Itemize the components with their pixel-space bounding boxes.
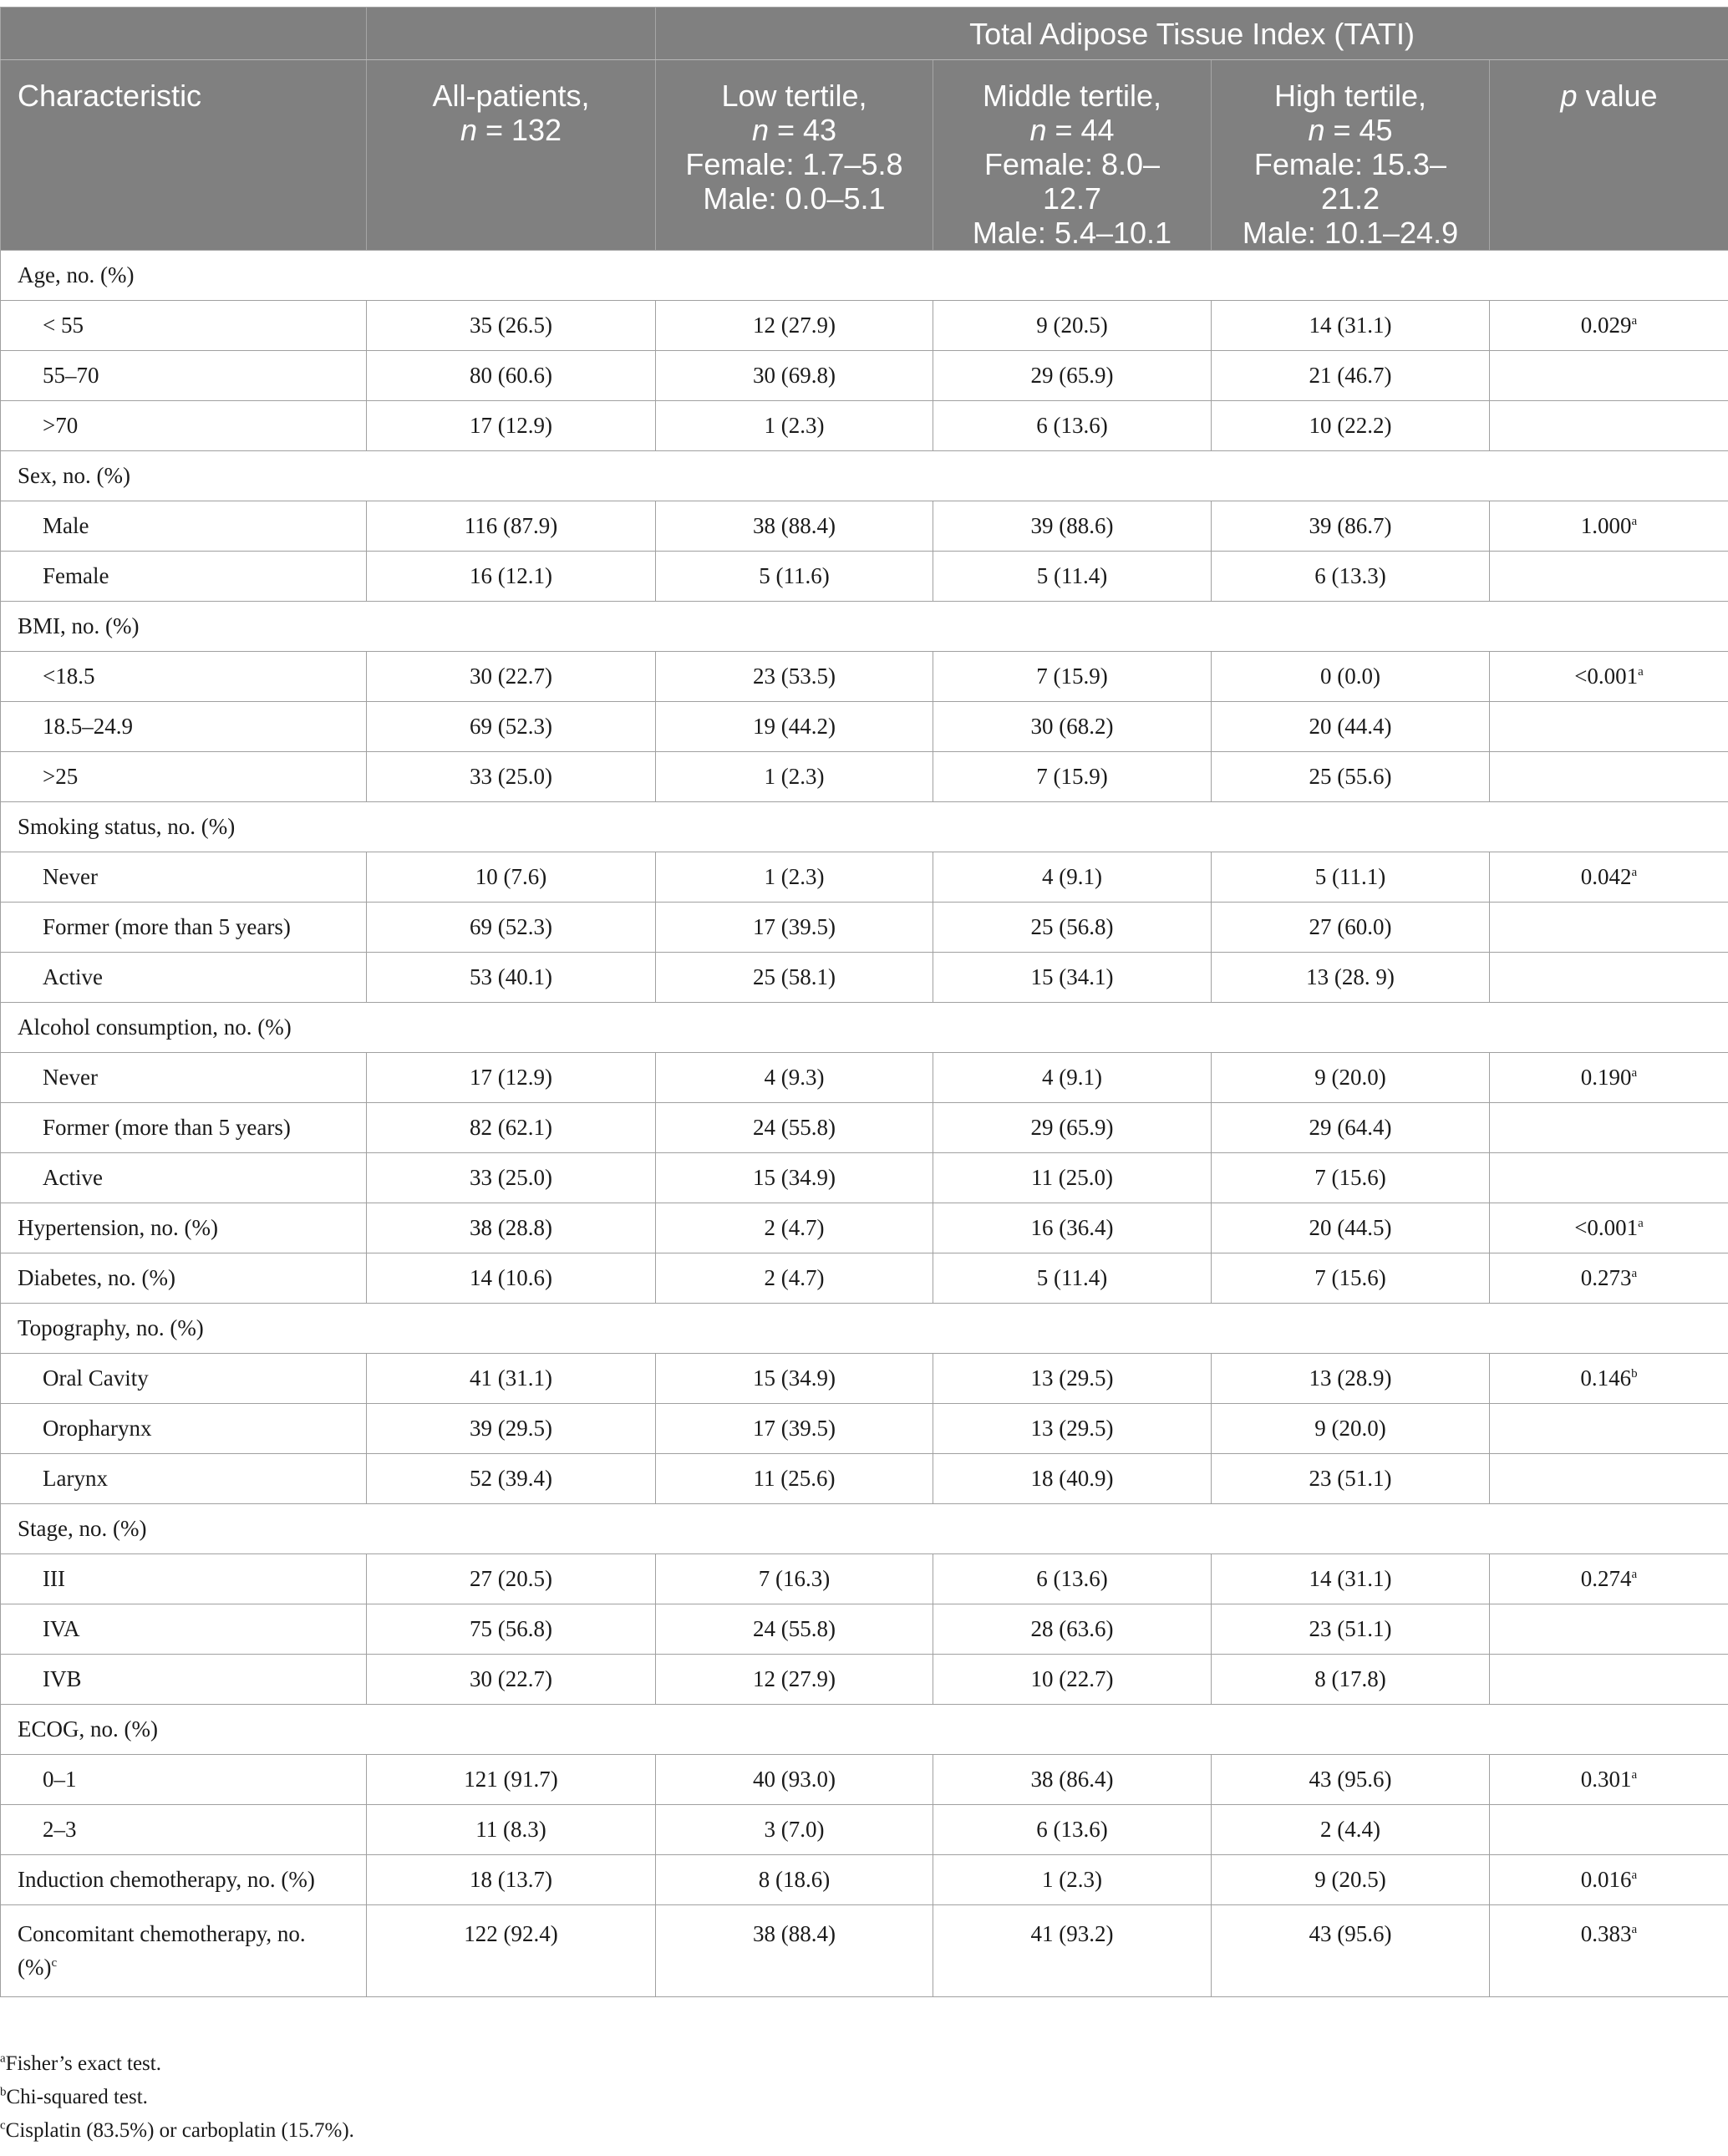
row-label: Hypertension, no. (%) [1,1203,367,1253]
p-value: 0.016$^a$ [1490,1855,1728,1905]
low-tertile-value: 12 (27.9) [656,301,933,351]
middle-tertile-value: 6 (13.6) [933,1805,1212,1855]
table-row [1,1053,1728,1103]
category-summary-row [1,1203,1728,1253]
footnote-marker: b [1631,1367,1638,1381]
category-group-row [1,1705,1728,1755]
p-value [1490,1805,1728,1855]
low-tertile-value: 17 (39.5) [656,1404,933,1454]
high-tertile-value: 23 (51.1) [1212,1604,1490,1655]
table-row [1,351,1728,401]
low-tertile-label: Low tertile, [721,79,867,113]
all-patients-value: 11 (8.3) [367,1805,656,1855]
characteristic-header: Characteristic [1,60,367,251]
high-tertile-value: 5 (11.1) [1212,852,1490,903]
low-tertile-value: 19 (44.2) [656,702,933,752]
high-tertile-value: 20 (44.5) [1212,1203,1490,1253]
middle-tertile-male-range: Male: 5.4–10.1 [972,216,1172,250]
row-label: Induction chemotherapy, no. (%) [1,1855,367,1905]
category-label: Sex, no. (%) [1,451,1728,501]
low-tertile-value: 4 (9.3) [656,1053,933,1103]
header-group-row [1,8,1728,60]
low-tertile-value: 5 (11.6) [656,552,933,602]
row-label: >70 [1,401,367,451]
table-row [1,552,1728,602]
table-row [1,1805,1728,1855]
high-tertile-n: n = 45 [1308,113,1393,147]
middle-tertile-value: 10 (22.7) [933,1655,1212,1705]
table-row [1,903,1728,953]
middle-tertile-value: 29 (65.9) [933,351,1212,401]
category-summary-row [1,1905,1728,1997]
row-label: Oral Cavity [1,1354,367,1404]
table-row [1,1655,1728,1705]
table-header [1,8,1728,251]
footnote-marker: a [0,2052,6,2066]
p-value [1490,1153,1728,1203]
p-value: <0.001$^a$ [1490,1203,1728,1253]
all-patients-value: 16 (12.1) [367,552,656,602]
all-patients-value: 116 (87.9) [367,501,656,552]
row-label: < 55 [1,301,367,351]
all-patients-value: 53 (40.1) [367,953,656,1003]
high-tertile-value: 23 (51.1) [1212,1454,1490,1504]
table-footnotes [0,2047,1728,2148]
high-tertile-value: 9 (20.5) [1212,1855,1490,1905]
middle-tertile-value: 13 (29.5) [933,1354,1212,1404]
middle-tertile-value: 39 (88.6) [933,501,1212,552]
middle-tertile-value: 9 (20.5) [933,301,1212,351]
high-tertile-value: 43 (95.6) [1212,1755,1490,1805]
middle-tertile-value: 7 (15.9) [933,752,1212,802]
row-label: 55–70 [1,351,367,401]
middle-tertile-value: 25 (56.8) [933,903,1212,953]
all-patients-value: 33 (25.0) [367,752,656,802]
category-group-row [1,451,1728,501]
all-patients-value: 30 (22.7) [367,652,656,702]
high-tertile-value: 29 (64.4) [1212,1103,1490,1153]
low-tertile-value: 40 (93.0) [656,1755,933,1805]
low-tertile-value: 1 (2.3) [656,401,933,451]
footnote-marker: b [0,2085,7,2099]
low-tertile-value: 38 (88.4) [656,501,933,552]
middle-tertile-value: 5 (11.4) [933,552,1212,602]
all-patients-value: 33 (25.0) [367,1153,656,1203]
all-patients-value: 18 (13.7) [367,1855,656,1905]
table-row [1,1153,1728,1203]
middle-tertile-n: n = 44 [1029,113,1115,147]
all-patients-value: 38 (28.8) [367,1203,656,1253]
row-label: 0–1 [1,1755,367,1805]
row-label: 2–3 [1,1805,367,1855]
header-empty-cell [1,8,367,60]
category-label: Alcohol consumption, no. (%) [1,1003,1728,1053]
middle-tertile-female-range-a: Female: 8.0– [983,147,1161,181]
low-tertile-value: 38 (88.4) [656,1905,933,1997]
high-tertile-header [1212,60,1490,251]
row-label: Former (more than 5 years) [1,1103,367,1153]
row-label: III [1,1554,367,1604]
low-tertile-value: 2 (4.7) [656,1203,933,1253]
category-label: Topography, no. (%) [1,1304,1728,1354]
low-tertile-value: 24 (55.8) [656,1604,933,1655]
all-patients-n: n = 132 [460,113,562,147]
all-patients-value: 82 (62.1) [367,1103,656,1153]
low-tertile-n: n = 43 [751,113,837,147]
table-row [1,1103,1728,1153]
low-tertile-value: 12 (27.9) [656,1655,933,1705]
footnote [0,2047,1728,2081]
high-tertile-value: 6 (13.3) [1212,552,1490,602]
table-body [1,251,1728,1997]
middle-tertile-value: 28 (63.6) [933,1604,1212,1655]
table-row [1,852,1728,903]
footnote [0,2114,1728,2148]
footnote-marker: a [1638,1217,1644,1230]
footnote-marker: a [1638,665,1644,679]
middle-tertile-value: 5 (11.4) [933,1253,1212,1304]
p-value [1490,1655,1728,1705]
p-value: 0.383$^a$ [1490,1905,1728,1997]
low-tertile-value: 24 (55.8) [656,1103,933,1153]
row-label: Former (more than 5 years) [1,903,367,953]
row-label: Concomitant chemotherapy, no. (%)$^c$ [1,1905,367,1997]
high-tertile-value: 39 (86.7) [1212,501,1490,552]
p-value-header: p value [1490,60,1728,251]
category-group-row [1,1504,1728,1554]
footnote [0,2081,1728,2114]
low-tertile-female-range: Female: 1.7–5.8 [685,147,903,181]
low-tertile-value: 30 (69.8) [656,351,933,401]
table-row [1,652,1728,702]
table-row [1,501,1728,552]
footnote-marker: a [1631,314,1638,328]
high-tertile-female-range-b: 21.2 [1320,181,1380,216]
row-label: Female [1,552,367,602]
middle-tertile-value: 16 (36.4) [933,1203,1212,1253]
middle-tertile-value: 6 (13.6) [933,1554,1212,1604]
middle-tertile-value: 29 (65.9) [933,1103,1212,1153]
footnote-marker: a [1631,1923,1638,1936]
row-label: IVB [1,1655,367,1705]
low-tertile-value: 11 (25.6) [656,1454,933,1504]
category-group-row [1,1304,1728,1354]
row-label: <18.5 [1,652,367,702]
table-row [1,1454,1728,1504]
high-tertile-value: 7 (15.6) [1212,1253,1490,1304]
middle-tertile-value: 11 (25.0) [933,1153,1212,1203]
low-tertile-value: 25 (58.1) [656,953,933,1003]
high-tertile-value: 27 (60.0) [1212,903,1490,953]
p-value: 0.029$^a$ [1490,301,1728,351]
all-patients-value: 14 (10.6) [367,1253,656,1304]
table-row [1,301,1728,351]
p-value [1490,552,1728,602]
low-tertile-male-range: Male: 0.0–5.1 [703,181,886,216]
middle-tertile-value: 30 (68.2) [933,702,1212,752]
header-empty-cell [367,8,656,60]
all-patients-value: 10 (7.6) [367,852,656,903]
low-tertile-value: 1 (2.3) [656,852,933,903]
middle-tertile-value: 38 (86.4) [933,1755,1212,1805]
low-tertile-value: 1 (2.3) [656,752,933,802]
category-group-row [1,802,1728,852]
high-tertile-female-range-a: Female: 15.3– [1253,147,1447,181]
high-tertile-value: 14 (31.1) [1212,1554,1490,1604]
high-tertile-value: 25 (55.6) [1212,752,1490,802]
middle-tertile-value: 4 (9.1) [933,852,1212,903]
middle-tertile-value: 18 (40.9) [933,1454,1212,1504]
category-label: Smoking status, no. (%) [1,802,1728,852]
p-value [1490,351,1728,401]
table-row [1,1404,1728,1454]
middle-tertile-value: 15 (34.1) [933,953,1212,1003]
p-value [1490,1604,1728,1655]
category-label: Stage, no. (%) [1,1504,1728,1554]
row-label: 18.5–24.9 [1,702,367,752]
low-tertile-value: 8 (18.6) [656,1855,933,1905]
high-tertile-value: 13 (28.9) [1212,1354,1490,1404]
footnote-marker: a [1631,1267,1638,1280]
high-tertile-value: 8 (17.8) [1212,1655,1490,1705]
footnote-marker: a [1631,1768,1638,1782]
category-label: BMI, no. (%) [1,602,1728,652]
p-value [1490,953,1728,1003]
low-tertile-value: 15 (34.9) [656,1153,933,1203]
middle-tertile-value: 7 (15.9) [933,652,1212,702]
p-value: 0.146$^b$ [1490,1354,1728,1404]
high-tertile-value: 7 (15.6) [1212,1153,1490,1203]
all-patients-value: 52 (39.4) [367,1454,656,1504]
all-patients-value: 35 (26.5) [367,301,656,351]
low-tertile-value: 3 (7.0) [656,1805,933,1855]
p-value: 0.190$^a$ [1490,1053,1728,1103]
tati-group-header: Total Adipose Tissue Index (TATI) [656,8,1728,60]
high-tertile-value: 43 (95.6) [1212,1905,1490,1997]
middle-tertile-value: 1 (2.3) [933,1855,1212,1905]
category-group-row [1,251,1728,301]
all-patients-value: 27 (20.5) [367,1554,656,1604]
low-tertile-value: 23 (53.5) [656,652,933,702]
all-patients-value: 69 (52.3) [367,903,656,953]
p-value [1490,702,1728,752]
all-patients-value: 17 (12.9) [367,1053,656,1103]
category-group-row [1,1003,1728,1053]
row-label: Active [1,953,367,1003]
p-value [1490,752,1728,802]
p-value: 0.042$^a$ [1490,852,1728,903]
patient-characteristics-table [0,7,1728,1997]
all-patients-value: 122 (92.4) [367,1905,656,1997]
high-tertile-value: 9 (20.0) [1212,1053,1490,1103]
middle-tertile-value: 41 (93.2) [933,1905,1212,1997]
p-value [1490,1404,1728,1454]
p-value: <0.001$^a$ [1490,652,1728,702]
all-patients-value: 39 (29.5) [367,1404,656,1454]
header-column-row [1,60,1728,251]
category-summary-row [1,1855,1728,1905]
low-tertile-value: 17 (39.5) [656,903,933,953]
table-row [1,1554,1728,1604]
all-patients-value: 75 (56.8) [367,1604,656,1655]
p-value [1490,1103,1728,1153]
middle-tertile-female-range-b: 12.7 [1042,181,1102,216]
all-patients-header [367,60,656,251]
all-patients-value: 121 (91.7) [367,1755,656,1805]
table-row [1,752,1728,802]
p-value: 0.273$^a$ [1490,1253,1728,1304]
low-tertile-value: 7 (16.3) [656,1554,933,1604]
middle-tertile-value: 6 (13.6) [933,401,1212,451]
category-summary-row [1,1253,1728,1304]
low-tertile-value: 2 (4.7) [656,1253,933,1304]
high-tertile-value: 21 (46.7) [1212,351,1490,401]
p-value [1490,1454,1728,1504]
p-value: 0.274$^a$ [1490,1554,1728,1604]
category-group-row [1,602,1728,652]
footnote-text: Fisher’s exact test. [5,2052,161,2075]
footnote-marker: a [1631,866,1638,879]
all-patients-value: 41 (31.1) [367,1354,656,1404]
table-row [1,1354,1728,1404]
footnote-marker: c [51,1956,58,1970]
footnote-marker: a [1631,1568,1638,1581]
footnote-text: Cisplatin (83.5%) or carboplatin (15.7%). [5,2119,354,2142]
high-tertile-male-range: Male: 10.1–24.9 [1242,216,1459,250]
footnote-marker: c [0,2118,6,2133]
table-row [1,702,1728,752]
middle-tertile-value: 13 (29.5) [933,1404,1212,1454]
all-patients-value: 30 (22.7) [367,1655,656,1705]
table-row [1,953,1728,1003]
high-tertile-label: High tertile, [1273,79,1427,113]
characteristics-table-container [0,7,1728,1997]
middle-tertile-value: 4 (9.1) [933,1053,1212,1103]
high-tertile-value: 0 (0.0) [1212,652,1490,702]
row-label: Oropharynx [1,1404,367,1454]
all-patients-value: 17 (12.9) [367,401,656,451]
middle-tertile-header [933,60,1212,251]
row-label: Never [1,852,367,903]
category-label: ECOG, no. (%) [1,1705,1728,1755]
p-value: 1.000$^a$ [1490,501,1728,552]
category-label: Age, no. (%) [1,251,1728,301]
p-value [1490,903,1728,953]
high-tertile-value: 13 (28. 9) [1212,953,1490,1003]
footnote-marker: a [1631,1066,1638,1080]
row-label: Larynx [1,1454,367,1504]
all-patients-value: 80 (60.6) [367,351,656,401]
low-tertile-value: 15 (34.9) [656,1354,933,1404]
high-tertile-value: 20 (44.4) [1212,702,1490,752]
row-label: Active [1,1153,367,1203]
row-label: IVA [1,1604,367,1655]
high-tertile-value: 14 (31.1) [1212,301,1490,351]
all-patients-value: 69 (52.3) [367,702,656,752]
middle-tertile-label: Middle tertile, [982,79,1162,113]
p-value [1490,401,1728,451]
table-row [1,1755,1728,1805]
row-label: Male [1,501,367,552]
row-label: >25 [1,752,367,802]
p-value: 0.301$^a$ [1490,1755,1728,1805]
row-label: Diabetes, no. (%) [1,1253,367,1304]
footnote-marker: a [1631,1869,1638,1882]
footnote-text: Chi-squared test. [6,2086,148,2108]
table-row [1,401,1728,451]
high-tertile-value: 10 (22.2) [1212,401,1490,451]
table-row [1,1604,1728,1655]
high-tertile-value: 2 (4.4) [1212,1805,1490,1855]
high-tertile-value: 9 (20.0) [1212,1404,1490,1454]
footnote-marker: a [1631,515,1638,528]
low-tertile-header [656,60,933,251]
row-label: Never [1,1053,367,1103]
all-patients-label: All-patients, [432,79,590,113]
